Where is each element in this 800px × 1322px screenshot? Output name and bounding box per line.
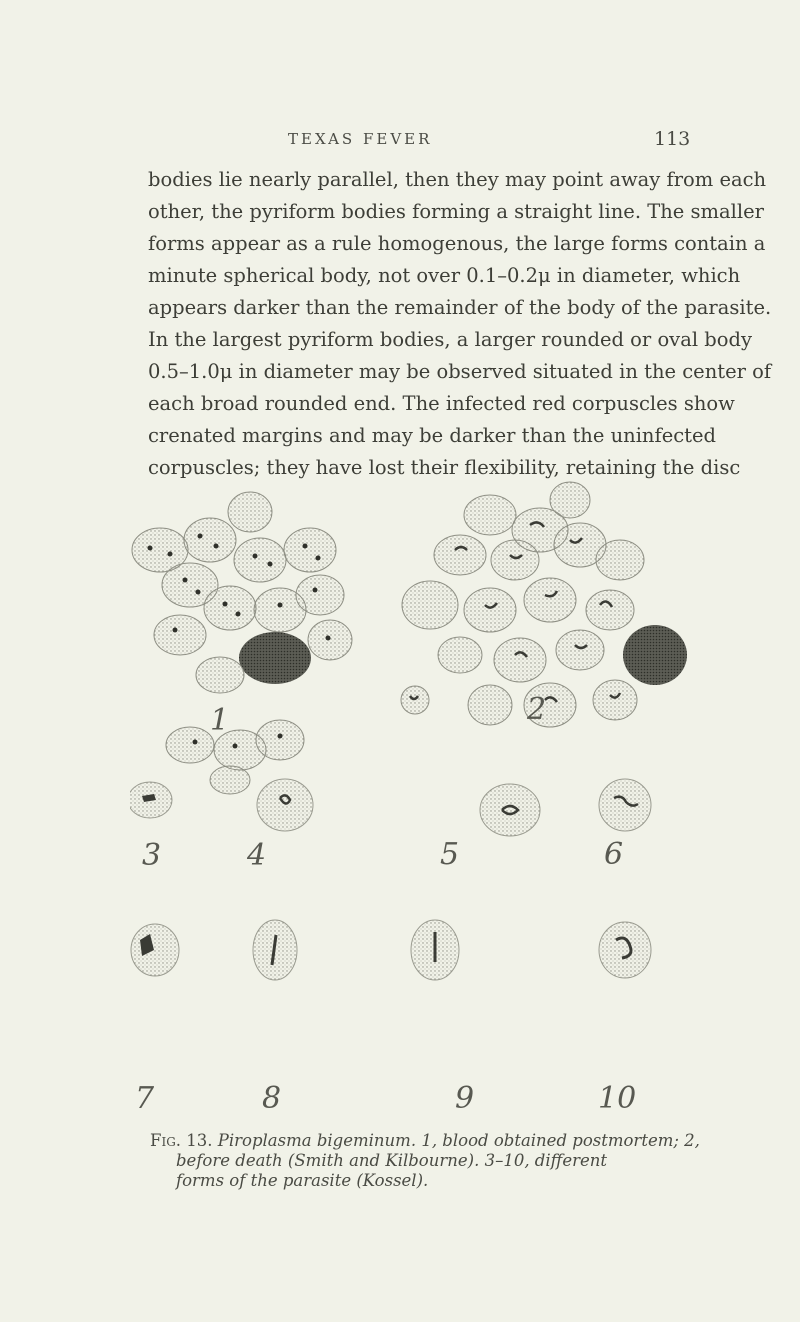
text-line: appears darker than the remainder of the body of the parasite. (148, 296, 772, 319)
caption-line-2: before death (Smith and Kilbourne). 3–10, different (176, 1151, 608, 1170)
caption-line-1 (150, 1131, 700, 1151)
figure-label-10: 10 (598, 1081, 637, 1116)
caption-line-3: forms of the parasite (Kossel). (176, 1171, 429, 1190)
figure-label-8: 8 (262, 1081, 282, 1116)
figure-label-7: 7 (135, 1081, 155, 1116)
figure-2-blood-cells (401, 482, 687, 727)
page-header (0, 128, 800, 158)
text-line: corpuscles; they have lost their flexibility, retaining the disc (148, 456, 741, 479)
figure-illustration (130, 470, 690, 1130)
figure-7-parasite (131, 924, 179, 976)
caption-fig-number: Fig. 13. (150, 1131, 213, 1150)
figure-label-1: 1 (210, 703, 230, 738)
text-line: crenated margins and may be darker than the uninfected (148, 424, 717, 447)
text-line: each broad rounded end. The infected red corpuscles show (148, 392, 735, 415)
running-title: TEXAS FEVER (288, 130, 433, 148)
figure-1-blood-cells (132, 492, 352, 794)
text-line: bodies lie nearly parallel, then they may point away from each (148, 168, 767, 191)
figure-label-5: 5 (440, 837, 460, 872)
figure-6-parasite (599, 779, 651, 831)
body-paragraph (148, 164, 772, 484)
figure-plate (130, 470, 690, 1130)
text-line: minute spherical body, not over 0.1–0.2μ in diameter, which (148, 264, 741, 287)
text-line: forms appear as a rule homogenous, the large forms contain a (148, 232, 766, 255)
figure-label-9: 9 (455, 1081, 475, 1116)
figure-10-parasite (599, 922, 651, 978)
figure-3-parasite (130, 782, 172, 818)
text-line: other, the pyriform bodies forming a straight line. The smaller (148, 200, 765, 223)
caption-text: Piroplasma bigeminum. 1, blood obtained postmortem; 2, (217, 1131, 700, 1150)
page-number: 113 (654, 128, 691, 150)
figure-label-2: 2 (527, 692, 547, 727)
figure-5-parasite (480, 784, 540, 836)
figure-9-parasite (411, 920, 459, 980)
figure-4-parasite (257, 779, 313, 831)
figure-label-3: 3 (142, 838, 162, 873)
figure-label-6: 6 (604, 837, 624, 872)
text-line: 0.5–1.0μ in diameter may be observed situated in the center of (148, 360, 772, 383)
figure-caption (150, 1131, 700, 1191)
figure-label-4: 4 (247, 838, 267, 873)
text-line: In the largest pyriform bodies, a larger rounded or oval body (148, 328, 752, 351)
figure-8-parasite (253, 920, 297, 980)
